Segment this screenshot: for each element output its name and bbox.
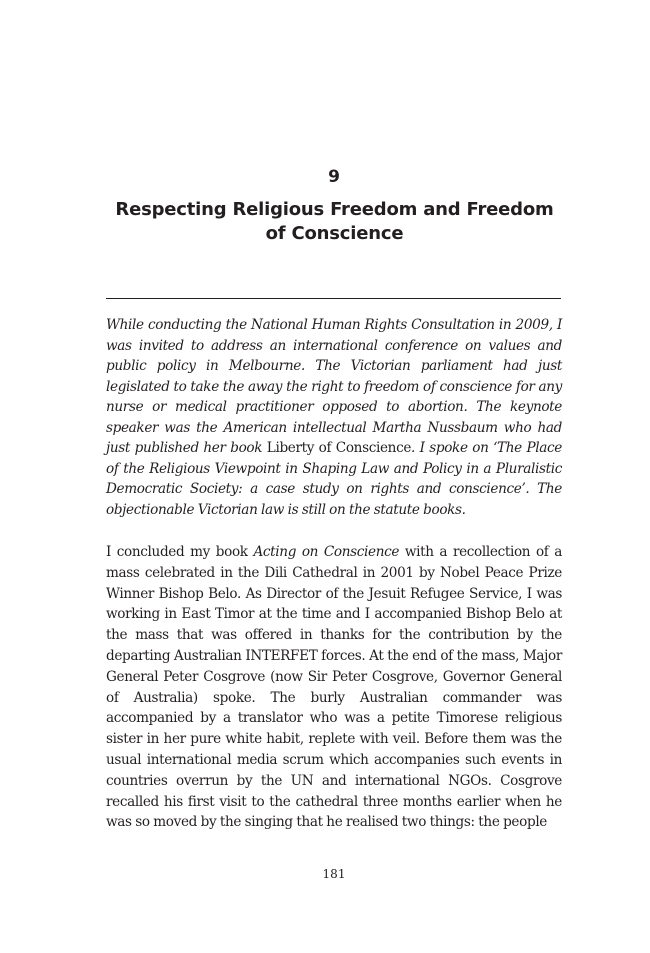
page-number: 181 xyxy=(322,867,346,881)
body-paragraph xyxy=(106,542,562,833)
body-text-part2: with a recollection of a mass celebrated in the Dili Cathedral in 2001 by Nobel Peace Prize Winner Bishop Belo. As Director of the Jesuit Refugee Service, I was working in East Timor at the time and I accompanied Bishop Belo at the mass that was offered in thanks for the contribution by the departing Australian INTERFET forces. At the end of the mass, Major General Peter Cosgrove (now Sir Peter Cosgrove, Governor General of Australia) spoke. The burly Australian commander was accompanied by a translator who was a petite Timorese religious sister in her pure white habit, replete with veil. Before them was the usual international media scrum which accompanies such events in countries overrun by the UN and international NGOs. Cosgrove recalled his first visit to the cathedral three months earlier when he was so moved by the singing that he realised two things: the people xyxy=(106,544,562,831)
epigraph-book-title: Liberty of Conscience xyxy=(266,440,412,456)
chapter-title: Respecting Religious Freedom and Freedom of Conscience xyxy=(115,199,554,244)
epigraph-text-part2: . I spoke on ‘The Place of the Religious Viewpoint in Shaping Law and Policy in a Pluralistic Democratic Society: a case study on rights and conscience’. The objectionable Victorian law is still on the statute books. xyxy=(106,440,562,518)
section-divider xyxy=(106,298,561,299)
epigraph-text-part1: While conducting the National Human Rights Consultation in 2009, I was invited to address an international conference on values and public policy in Melbourne. The Victorian parliament had just legislated to take the away the right to freedom of conscience for any nurse or medical practitioner opposed to abortion. The keynote speaker was the American intellectual Martha Nussbaum who had just published her book xyxy=(106,317,562,456)
chapter-epigraph xyxy=(106,315,562,520)
body-text-part1: I concluded my book xyxy=(106,544,254,560)
body-book-title: Acting on Conscience xyxy=(253,544,400,560)
chapter-number: 9 xyxy=(328,167,340,187)
